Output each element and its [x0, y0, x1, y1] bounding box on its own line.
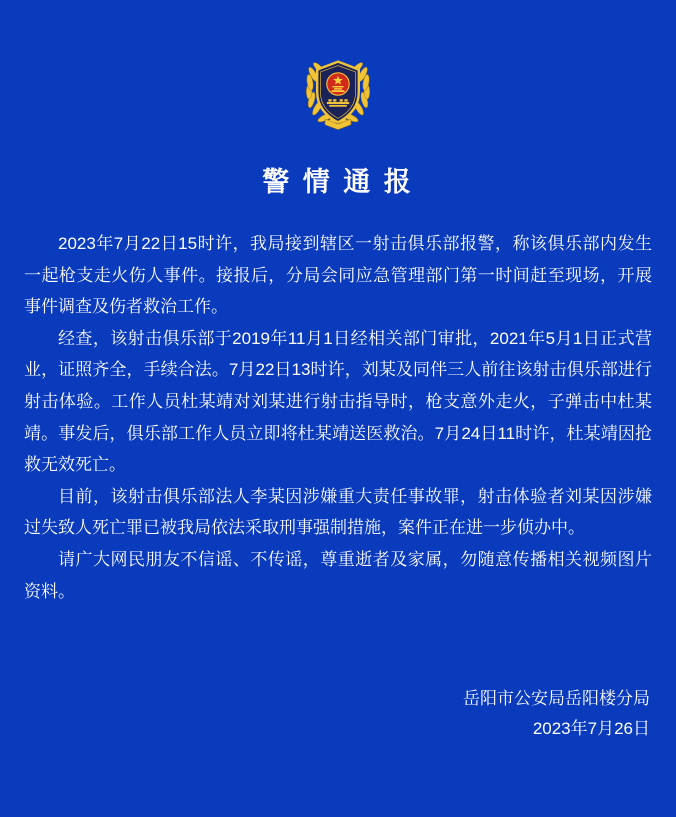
notice-paragraph-2: 经查，该射击俱乐部于2019年11月1日经相关部门审批，2021年5月1日正式营业，证照齐全，手续合法。7月22日13时许，刘某及同伴三人前往该射击俱乐部进行射击体验。工作人员杜某靖对刘某进行射击指导时，枪支意外走火，子弹击中杜某靖。事发后，俱乐部工作人员立即将杜某靖送医救治。7月24日11时许，杜某靖因抢救无效死亡。 [24, 328, 652, 475]
issuing-agency: 岳阳市公安局岳阳楼分局 [463, 689, 650, 708]
police-badge-icon [298, 52, 378, 132]
notice-paragraph-4: 请广大网民朋友不信谣、不传谣，尊重逝者及家属，勿随意传播相关视频图片资料。 [24, 549, 652, 601]
police-badge-emblem [298, 52, 378, 132]
notice-paragraph-1: 2023年7月22日15时许，我局接到辖区一射击俱乐部报警，称该俱乐部内发生一起枪支走火伤人事件。接报后，分局会同应急管理部门第一时间赶至现场，开展事件调查及伤者救治工作。 [24, 234, 652, 317]
issue-date: 2023年7月26日 [532, 719, 650, 738]
notice-title: 警 情 通 报 [262, 167, 414, 197]
signature-block [463, 684, 650, 744]
notice-paragraph-3: 目前，该射击俱乐部法人李某因涉嫌重大责任事故罪，射击体验者刘某因涉嫌过失致人死亡罪已被我局依法采取刑事强制措施，案件正在进一步侦办中。 [24, 486, 652, 538]
notice-body [24, 228, 652, 607]
